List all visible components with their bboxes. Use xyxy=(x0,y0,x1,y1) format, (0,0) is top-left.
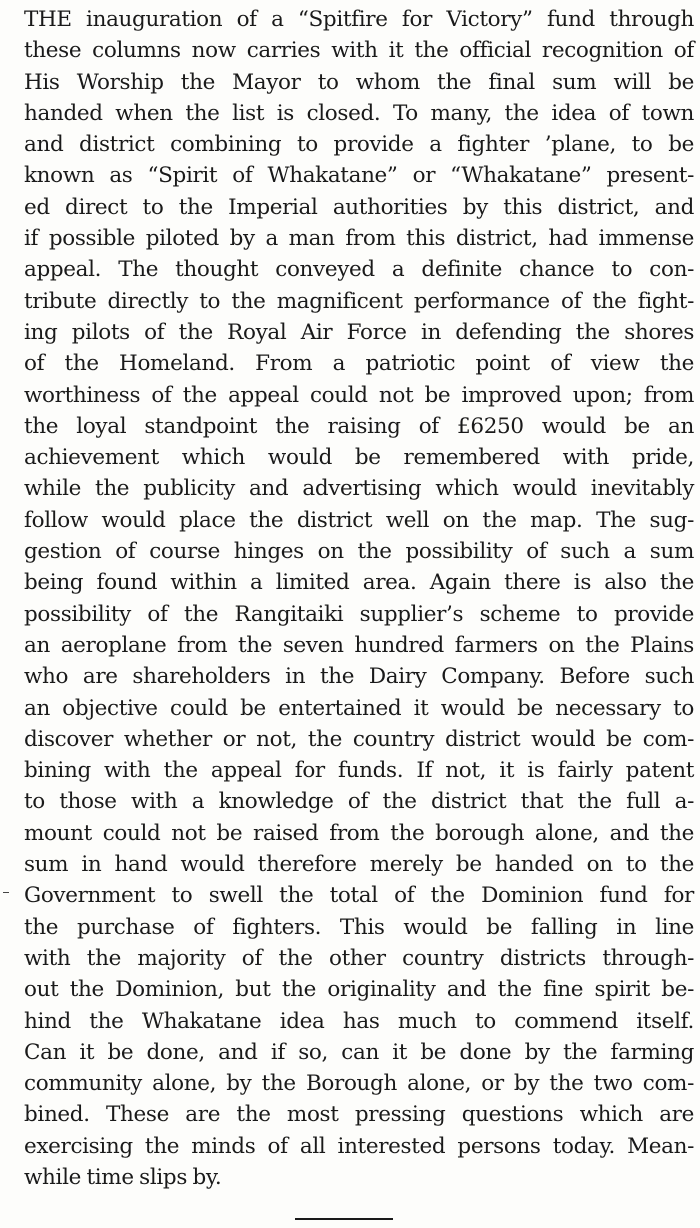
text-line: Government to swell the total of the Dominion fund for xyxy=(24,883,694,909)
text-line: achievement which would be remembered with pride, xyxy=(24,445,694,471)
section-divider xyxy=(295,1218,393,1220)
text-line: who are shareholders in the Dairy Company. Before such xyxy=(24,664,694,690)
text-line: known as “Spirit of Whakatane” or “Whakatane” present- xyxy=(24,163,694,189)
text-line: bined. These are the most pressing questions which are xyxy=(24,1102,694,1128)
text-line: THE inauguration of a “Spitfire for Victory” fund through xyxy=(24,7,694,32)
text-line: follow would place the district well on the map. The sug- xyxy=(24,507,694,533)
text-line: the loyal standpoint the raising of £6250 would be an xyxy=(24,413,694,439)
text-line: of the Homeland. From a patriotic point of view the xyxy=(24,351,694,377)
text-line: worthiness of the appeal could not be improved upon; from xyxy=(24,382,694,408)
text-line: these columns now carries with it the official recognition of xyxy=(24,38,694,64)
text-line: discover whether or not, the country district would be com- xyxy=(24,726,694,752)
text-line: with the majority of the other country districts through- xyxy=(24,945,694,971)
text-line: mount could not be raised from the borough alone, and the xyxy=(24,820,694,846)
text-line: bining with the appeal for funds. If not, it is fairly patent xyxy=(24,758,694,784)
text-line: and district combining to provide a fighter ’plane, to be xyxy=(24,132,694,158)
text-line: possibility of the Rangitaiki supplier’s scheme to provide xyxy=(24,601,694,627)
text-line: to those with a knowledge of the district that the full a- xyxy=(24,789,694,815)
text-line: Can it be done, and if so, can it be done by the farming xyxy=(24,1039,694,1065)
text-line: ing pilots of the Royal Air Force in defending the shores xyxy=(24,319,694,345)
text-line-last: while time slips by. xyxy=(24,1164,222,1190)
text-line: hind the Whakatane idea has much to commend itself. xyxy=(24,1008,694,1034)
margin-mark xyxy=(3,892,9,893)
article-body xyxy=(24,4,694,1193)
text-line: gestion of course hinges on the possibility of such a sum xyxy=(24,539,694,565)
text-line: an aeroplane from the seven hundred farmers on the Plains xyxy=(24,632,694,658)
text-line: appeal. The thought conveyed a definite chance to con- xyxy=(24,257,694,283)
text-line: ed direct to the Imperial authorities by this district, and xyxy=(24,194,694,220)
text-line: being found within a limited area. Again there is also the xyxy=(24,570,694,596)
text-line: community alone, by the Borough alone, or by the two com- xyxy=(24,1071,694,1097)
text-line: sum in hand would therefore merely be handed on to the xyxy=(24,852,694,878)
text-line: tribute directly to the magnificent performance of the fight- xyxy=(24,288,694,314)
text-line: if possible piloted by a man from this district, had immense xyxy=(24,226,694,252)
text-line: exercising the minds of all interested persons today. Mean- xyxy=(24,1133,694,1159)
text-line: while the publicity and advertising which would inevitably xyxy=(24,476,694,502)
text-line: out the Dominion, but the originality and the fine spirit be- xyxy=(24,977,694,1003)
text-line: His Worship the Mayor to whom the final sum will be xyxy=(24,69,694,95)
text-line: an objective could be entertained it would be necessary to xyxy=(24,695,694,721)
text-line: handed when the list is closed. To many, the idea of town xyxy=(24,100,694,126)
text-line: the purchase of fighters. This would be falling in line xyxy=(24,914,694,940)
